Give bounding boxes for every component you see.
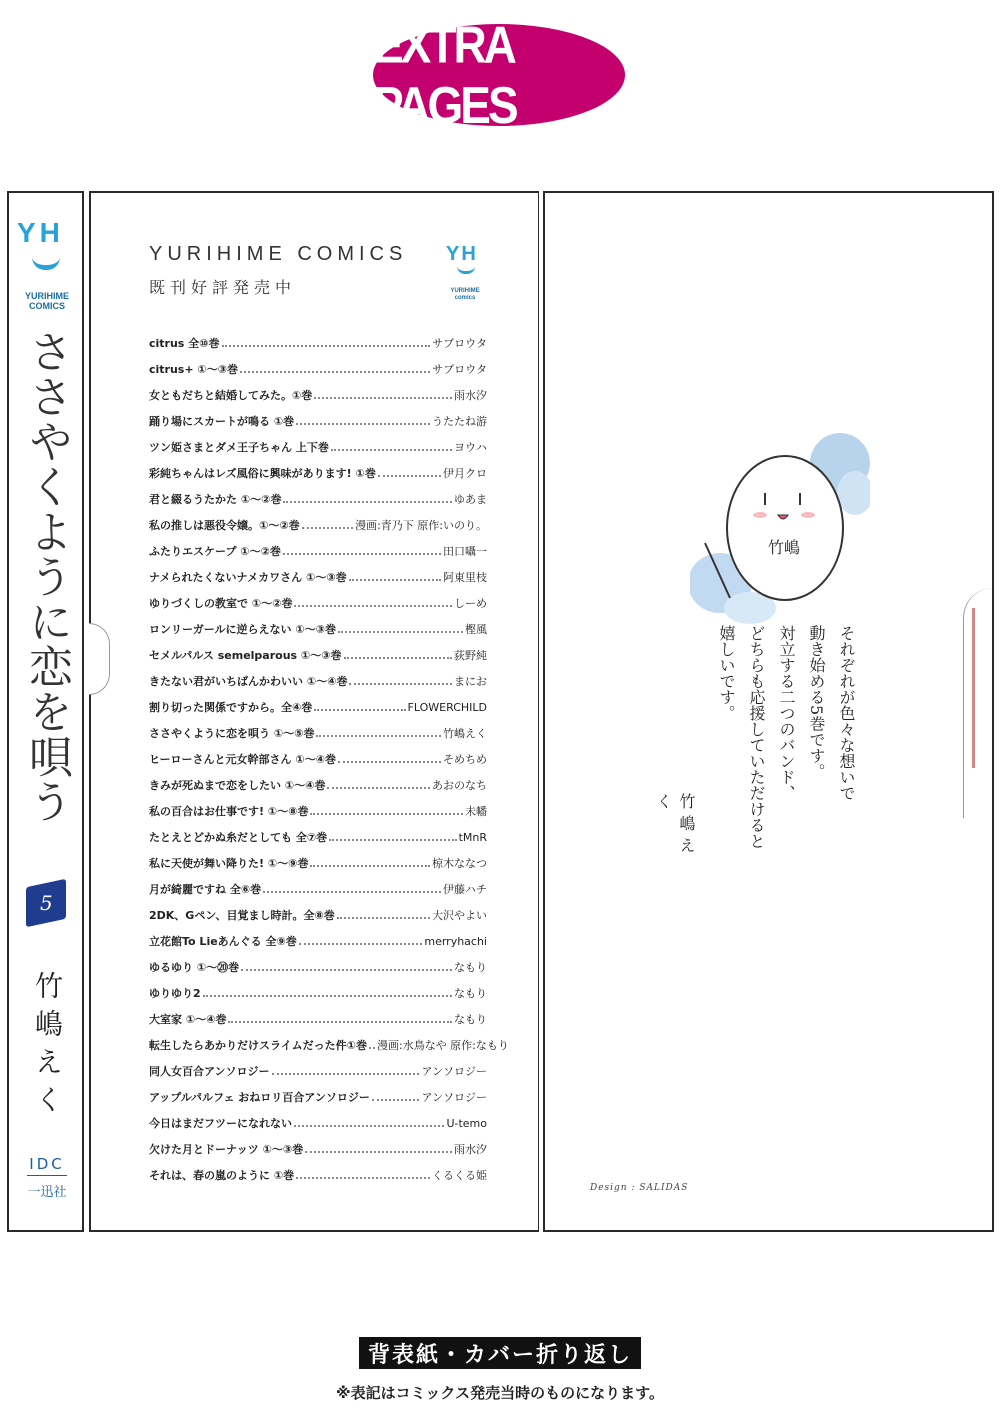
dot-leader (222, 345, 431, 347)
book-list-item (149, 434, 487, 460)
dot-leader (263, 891, 441, 893)
dot-leader (240, 371, 430, 373)
book-list-item (149, 538, 487, 564)
volume-number: 5 (39, 891, 53, 916)
book-author-entry: サブロウタ (432, 363, 487, 376)
design-credit: Design : SALIDAS (590, 1183, 689, 1193)
book-title-entry: 割り切った関係ですから。全④巻 (149, 701, 313, 714)
book-title-entry: ナメられたくないナメカワさん ①～③巻 (149, 571, 347, 584)
book-title-entry: それは、春の嵐のように ①巻 (149, 1169, 295, 1182)
publisher-divider (27, 1175, 67, 1176)
book-list-item (149, 590, 487, 616)
cover-flap (89, 191, 539, 1232)
dot-leader (329, 839, 456, 841)
flap-tab (89, 623, 110, 695)
book-author-entry: なもり (454, 1013, 487, 1026)
message-signature: 竹嶋えく (654, 793, 696, 859)
book-author-entry: アンソロジー (421, 1065, 487, 1078)
dot-leader (305, 1151, 452, 1153)
book-author-entry: ヨウハ (454, 441, 487, 454)
book-title-entry: 踊り場にスカートが鳴る ①巻 (149, 415, 295, 428)
book-title-entry: ロンリーガールに逆らえない ①～③巻 (149, 623, 337, 636)
dot-leader (272, 1073, 420, 1075)
book-author-entry: 伊月クロ (443, 467, 487, 480)
book-author-entry: U-temo (446, 1116, 487, 1130)
dot-leader (228, 1021, 452, 1023)
dot-leader (337, 917, 430, 919)
book-title-entry: 私の推しは悪役令嬢。①～②巻 (149, 519, 300, 532)
dot-leader (294, 1125, 444, 1127)
book-list-item (149, 1058, 487, 1084)
egg-character-illustration (690, 423, 870, 633)
book-list-item (149, 1032, 509, 1058)
book-list-item (149, 694, 487, 720)
book-list-item (149, 564, 487, 590)
book-title-entry: 今日はまだフツーになれない (149, 1117, 292, 1130)
book-title-entry: 君と綴るうたかた ①～②巻 (149, 493, 282, 506)
dot-leader (349, 683, 452, 685)
book-author-entry: 椋木ななつ (432, 857, 487, 870)
cover-inside (543, 191, 994, 1232)
book-author-entry: 雨水汐 (454, 1143, 487, 1156)
book-title-entry: 立花館To Lieあんぐる 全⑨巻 (149, 935, 297, 948)
dot-leader (310, 813, 463, 815)
book-author-entry: FLOWERCHILD (407, 700, 487, 714)
book-title-entry: ゆりづくしの教室で ①～②巻 (149, 597, 293, 610)
book-author-entry: 大沢やよい (432, 909, 487, 922)
book-title-entry: ヒーローさんと元女幹部さん ①～④巻 (149, 753, 337, 766)
book-author-entry: tMnR (458, 830, 487, 844)
series-subtitle: 既刊好評発売中 (149, 278, 297, 297)
book-list-item (149, 330, 487, 356)
volume-badge (26, 879, 66, 928)
book-author-entry: merryhachi (424, 934, 487, 948)
dot-leader (372, 1099, 420, 1101)
dot-leader (344, 657, 452, 659)
book-author-entry: 樫風 (465, 623, 487, 636)
book-list-item (149, 512, 487, 538)
book-author-entry: 雨水汐 (454, 389, 487, 402)
book-title-entry: 欠けた月とドーナッツ ①～③巻 (149, 1143, 304, 1156)
book-list-item (149, 746, 487, 772)
spine-author: 竹嶋えく (31, 971, 64, 1123)
book-author-entry: 未幡 (465, 805, 487, 818)
dot-leader (349, 579, 441, 581)
dot-leader (294, 605, 452, 607)
book-list-item (149, 668, 487, 694)
book-list-item (149, 850, 487, 876)
book-title-entry: たとえとどかぬ糸だとしても 全⑦巻 (149, 831, 328, 844)
yurihime-logo-subtitle: YURIHIME COMICS (24, 291, 69, 312)
book-author-entry: しーめ (454, 597, 487, 610)
yurihime-logo: YH (17, 217, 64, 248)
yurihime-logo-subtitle: YURIHIME comics (450, 288, 480, 301)
footer-note: ※表記はコミックス発売当時のものになります。 (336, 1384, 664, 1402)
book-list-item (149, 1110, 487, 1136)
book-title-entry: きみが死ぬまで恋をしたい ①～④巻 (149, 779, 326, 792)
book-title-entry: きたない君がいちばんかわいい ①～④巻 (149, 675, 348, 688)
book-author-entry: ゆあま (454, 493, 487, 506)
book-title-entry: 女ともだちと結婚してみた。①巻 (149, 389, 313, 402)
book-author-entry: なもり (454, 961, 487, 974)
dot-leader (296, 1177, 430, 1179)
book-author-entry: あおのなち (432, 779, 487, 792)
dot-leader (316, 735, 441, 737)
book-author-entry: 荻野純 (454, 649, 487, 662)
cover-edge-peek (963, 588, 994, 818)
book-list-item (149, 1162, 487, 1188)
book-title-entry: ゆりゆり2 (149, 987, 201, 1000)
book-title-entry: citrus 全⑩巻 (149, 337, 220, 350)
book-list-item (149, 616, 487, 642)
dot-leader (314, 709, 405, 711)
book-list-item (149, 798, 487, 824)
book-title-entry: セメルパルス semelparous ①～③巻 (149, 649, 342, 662)
dot-leader (283, 501, 452, 503)
book-author-entry: 漫画:水鳥なや 原作:なもり (376, 1039, 509, 1052)
dot-leader (378, 475, 441, 477)
book-list-item (149, 460, 487, 486)
book-list-item (149, 1006, 487, 1032)
cover-spine (7, 191, 84, 1232)
book-title-entry: ツン姫さまとダメ王子ちゃん 上下巻 (149, 441, 329, 454)
logo-smile-icon (32, 257, 60, 270)
book-author-entry: 田口囁一 (443, 545, 487, 558)
book-list-item (149, 824, 487, 850)
book-title: ささやくように恋を唄う (21, 329, 72, 824)
book-list-item (149, 980, 487, 1006)
section-label: 背表紙・カバー折り返し (359, 1337, 641, 1369)
book-author-entry: アンソロジー (421, 1091, 487, 1104)
dot-leader (283, 553, 441, 555)
book-title-entry: ふたりエスケープ ①～②巻 (149, 545, 281, 558)
book-author-entry: そめちめ (443, 753, 487, 766)
extra-pages-badge (373, 15, 625, 135)
dot-leader (369, 1047, 375, 1049)
book-list-item (149, 486, 487, 512)
book-title-entry: 転生したらあかりだけスライムだった件①巻 (149, 1039, 367, 1052)
book-author-entry: 阿東里枝 (443, 571, 487, 584)
book-list-item (149, 954, 487, 980)
dot-leader (299, 943, 423, 945)
series-name: YURIHIME COMICS (149, 243, 408, 265)
book-title-entry: 私の百合はお仕事です! ①～⑧巻 (149, 805, 309, 818)
book-author-entry: うたたね游 (432, 415, 487, 428)
book-title-entry: 大室家 ①～④巻 (149, 1013, 227, 1026)
book-author-entry: 伊藤ハチ (443, 883, 487, 896)
logo-smile-icon (457, 266, 475, 274)
dot-leader (310, 865, 430, 867)
book-title-entry: 2DK、Gペン、目覚まし時計。全⑧巻 (149, 909, 335, 922)
dot-leader (296, 423, 430, 425)
book-title-entry: アップルパルフェ おねロリ百合アンソロジー (149, 1091, 370, 1104)
book-list-item (149, 408, 487, 434)
book-list-item (149, 772, 487, 798)
book-list-item (149, 1136, 487, 1162)
book-author-entry: 竹嶋えく (443, 727, 487, 740)
book-title-entry: 月が綺麗ですね 全⑥巻 (149, 883, 262, 896)
dot-leader (338, 761, 441, 763)
dot-leader (331, 449, 452, 451)
book-title-entry: ゆるゆり ①～⑳巻 (149, 961, 240, 974)
dot-leader (241, 969, 452, 971)
book-author-entry: なもり (454, 987, 487, 1000)
book-list-item (149, 902, 487, 928)
yurihime-logo-small: YH (446, 243, 478, 265)
book-list-item (149, 356, 487, 382)
book-author-entry: まにお (454, 675, 487, 688)
book-title-entry: 同人女百合アンソロジー (149, 1065, 270, 1078)
author-message: それぞれが色々な想いで 動き始める5巻です。 対立する二つのバンド、 どちらも応援していただけると 嬉しいです。 (717, 625, 856, 849)
book-title-entry: citrus+ ①～③巻 (149, 363, 239, 376)
dot-leader (338, 631, 463, 633)
doodle-name: 竹嶋 (768, 538, 801, 557)
dot-leader (302, 527, 353, 529)
book-title-entry: 彩純ちゃんはレズ風俗に興味があります! ①巻 (149, 467, 376, 480)
book-list (149, 330, 509, 1188)
book-author-entry: くるくる姫 (432, 1169, 487, 1182)
book-list-item (149, 1084, 487, 1110)
dot-leader (203, 995, 452, 997)
dot-leader (327, 787, 430, 789)
book-list-item (149, 928, 487, 954)
book-list-item (149, 642, 487, 668)
publisher-logo: IDC (29, 1155, 65, 1173)
book-list-item (149, 382, 487, 408)
book-title-entry: 私に天使が舞い降りた! ①～⑨巻 (149, 857, 309, 870)
book-list-item (149, 876, 487, 902)
book-list-item (149, 720, 487, 746)
publisher-name: 一迅社 (27, 1185, 67, 1200)
book-author-entry: 漫画:青乃下 原作:いのり。 (355, 519, 487, 532)
extra-pages-label: EXTRA PAGES (373, 15, 516, 135)
book-title-entry: ささやくように恋を唄う ①～⑤巻 (149, 727, 315, 740)
dot-leader (314, 397, 452, 399)
book-author-entry: サブロウタ (432, 337, 487, 350)
